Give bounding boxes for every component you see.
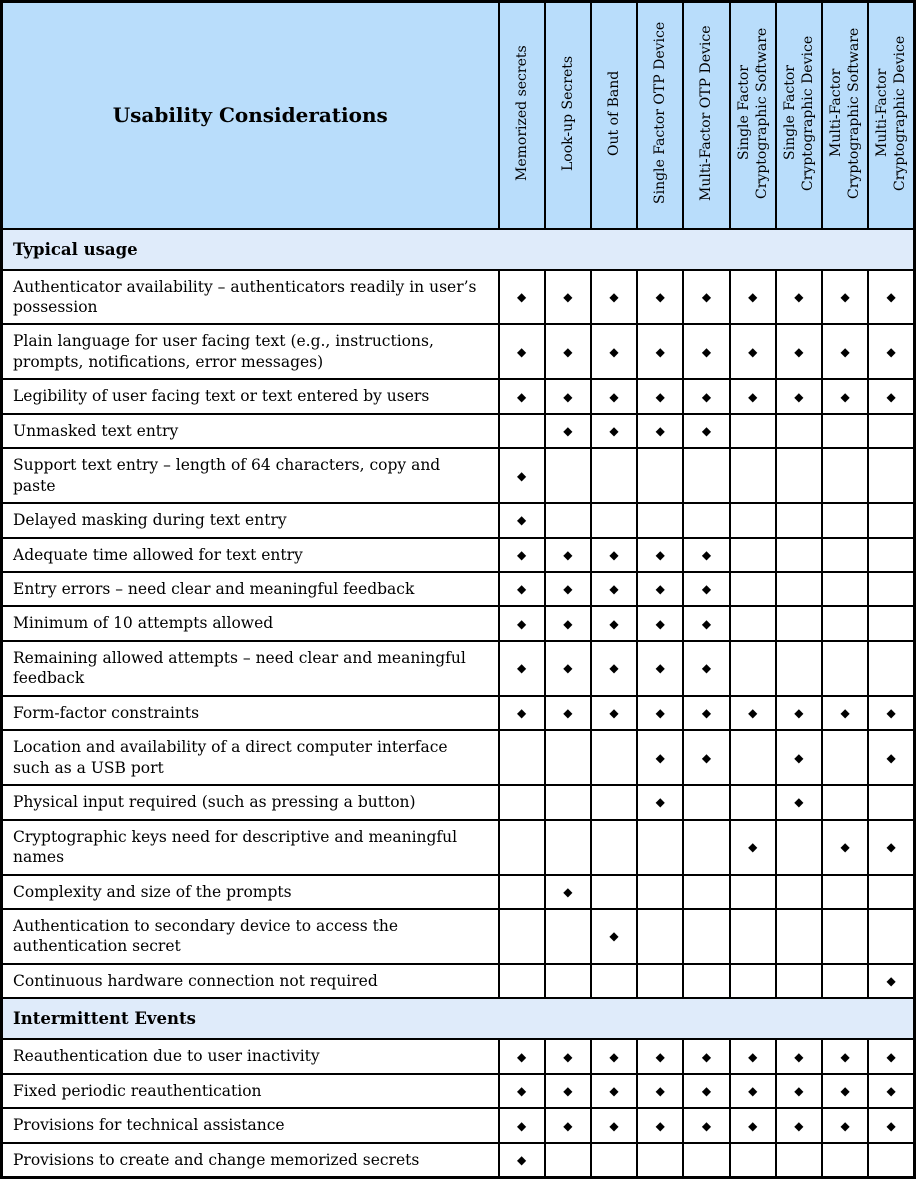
empty-cell [683,1143,729,1178]
diamond-mark: ◆ [637,696,683,730]
diamond-mark: ◆ [545,270,591,325]
diamond-mark: ◆ [730,820,776,875]
table-row [2,572,915,606]
diamond-mark: ◆ [637,379,683,413]
section-label: Typical usage [2,229,915,270]
diamond-mark: ◆ [591,606,637,640]
section-label: Intermittent Events [2,998,915,1039]
empty-cell [545,820,591,875]
empty-cell [637,448,683,503]
diamond-mark: ◆ [499,1039,545,1073]
row-label: Minimum of 10 attempts allowed [2,606,499,640]
empty-cell [637,909,683,964]
table-row [2,1143,915,1178]
empty-cell [730,785,776,819]
empty-cell [591,730,637,785]
diamond-mark: ◆ [637,730,683,785]
row-label: Physical input required (such as pressing a button) [2,785,499,819]
diamond-mark: ◆ [683,379,729,413]
empty-cell [868,641,914,696]
row-label: Fixed periodic reauthentication [2,1074,499,1108]
empty-cell [776,448,822,503]
column-header-label: Single Factor Cryptographic Software [735,27,770,199]
table-body [2,229,915,1178]
diamond-mark: ◆ [776,1108,822,1142]
empty-cell [776,606,822,640]
empty-cell [776,909,822,964]
diamond-mark: ◆ [868,820,914,875]
empty-cell [822,730,868,785]
diamond-mark: ◆ [499,324,545,379]
empty-cell [730,909,776,964]
empty-cell [730,1143,776,1178]
empty-cell [591,964,637,998]
diamond-mark: ◆ [683,641,729,696]
diamond-mark: ◆ [545,641,591,696]
empty-cell [683,875,729,909]
column-header-6 [776,2,822,229]
diamond-mark: ◆ [591,324,637,379]
empty-cell [868,414,914,448]
header-row [2,2,915,229]
empty-cell [822,909,868,964]
empty-cell [683,785,729,819]
diamond-mark: ◆ [683,270,729,325]
empty-cell [776,538,822,572]
diamond-mark: ◆ [499,448,545,503]
column-header-5 [730,2,776,229]
empty-cell [545,785,591,819]
diamond-mark: ◆ [868,964,914,998]
diamond-mark: ◆ [545,414,591,448]
table-row [2,379,915,413]
diamond-mark: ◆ [637,1108,683,1142]
row-label: Complexity and size of the prompts [2,875,499,909]
diamond-mark: ◆ [730,379,776,413]
empty-cell [591,503,637,537]
diamond-mark: ◆ [730,1039,776,1073]
empty-cell [776,1143,822,1178]
table-row [2,875,915,909]
diamond-mark: ◆ [822,270,868,325]
table-row [2,270,915,325]
diamond-mark: ◆ [868,270,914,325]
diamond-mark: ◆ [499,1108,545,1142]
empty-cell [730,414,776,448]
column-header-2 [591,2,637,229]
empty-cell [868,572,914,606]
empty-cell [683,448,729,503]
diamond-mark: ◆ [637,1039,683,1073]
diamond-mark: ◆ [868,1039,914,1073]
table-row [2,1074,915,1108]
column-header-label: Multi-Factor Cryptographic Software [827,27,863,199]
diamond-mark: ◆ [499,696,545,730]
diamond-mark: ◆ [637,785,683,819]
row-label: Cryptographic keys need for descriptive and meaningful names [2,820,499,875]
diamond-mark: ◆ [683,1074,729,1108]
table-row [2,641,915,696]
empty-cell [730,503,776,537]
empty-cell [822,538,868,572]
table-row [2,414,915,448]
diamond-mark: ◆ [591,1108,637,1142]
diamond-mark: ◆ [591,909,637,964]
row-label: Legibility of user facing text or text entered by users [2,379,499,413]
table-row [2,820,915,875]
empty-cell [499,785,545,819]
empty-cell [730,875,776,909]
diamond-mark: ◆ [683,572,729,606]
empty-cell [730,641,776,696]
diamond-mark: ◆ [822,1039,868,1073]
diamond-mark: ◆ [776,785,822,819]
table-header [2,2,915,229]
empty-cell [776,875,822,909]
empty-cell [730,572,776,606]
diamond-mark: ◆ [499,572,545,606]
column-header-label: Single Factor OTP Device [652,22,669,205]
diamond-mark: ◆ [591,641,637,696]
diamond-mark: ◆ [822,324,868,379]
table-row [2,785,915,819]
diamond-mark: ◆ [683,696,729,730]
diamond-mark: ◆ [637,606,683,640]
empty-cell [776,572,822,606]
row-label: Support text entry – length of 64 characters, copy and paste [2,448,499,503]
table-row [2,1039,915,1073]
empty-cell [683,820,729,875]
table-row [2,696,915,730]
diamond-mark: ◆ [499,538,545,572]
empty-cell [545,1143,591,1178]
diamond-mark: ◆ [637,572,683,606]
empty-cell [822,641,868,696]
empty-cell [730,448,776,503]
empty-cell [868,909,914,964]
diamond-mark: ◆ [499,379,545,413]
diamond-mark: ◆ [545,1039,591,1073]
table-title: Usability Considerations [2,2,499,229]
diamond-mark: ◆ [637,1074,683,1108]
empty-cell [822,503,868,537]
diamond-mark: ◆ [683,730,729,785]
empty-cell [683,964,729,998]
column-header-label: Memorized secrets [513,45,530,182]
diamond-mark: ◆ [591,270,637,325]
diamond-mark: ◆ [730,1074,776,1108]
diamond-mark: ◆ [730,1108,776,1142]
diamond-mark: ◆ [499,270,545,325]
empty-cell [776,414,822,448]
empty-cell [868,785,914,819]
empty-cell [545,503,591,537]
diamond-mark: ◆ [499,606,545,640]
empty-cell [591,785,637,819]
diamond-mark: ◆ [499,1143,545,1178]
empty-cell [499,875,545,909]
row-label: Remaining allowed attempts – need clear and meaningful feedback [2,641,499,696]
table-row [2,730,915,785]
diamond-mark: ◆ [822,696,868,730]
diamond-mark: ◆ [822,820,868,875]
diamond-mark: ◆ [499,641,545,696]
row-label: Authentication to secondary device to access the authentication secret [2,909,499,964]
empty-cell [545,730,591,785]
diamond-mark: ◆ [868,379,914,413]
row-label: Location and availability of a direct computer interface such as a USB port [2,730,499,785]
diamond-mark: ◆ [776,1039,822,1073]
empty-cell [868,875,914,909]
column-header-label: Single Factor Cryptographic Device [781,35,816,191]
empty-cell [868,538,914,572]
empty-cell [545,964,591,998]
row-label: Provisions to create and change memorized secrets [2,1143,499,1178]
diamond-mark: ◆ [868,1108,914,1142]
column-header-7 [822,2,868,229]
empty-cell [822,606,868,640]
section-row [2,229,915,270]
empty-cell [591,820,637,875]
empty-cell [868,606,914,640]
empty-cell [637,503,683,537]
empty-cell [545,448,591,503]
diamond-mark: ◆ [683,606,729,640]
diamond-mark: ◆ [730,696,776,730]
diamond-mark: ◆ [683,1108,729,1142]
diamond-mark: ◆ [545,572,591,606]
empty-cell [637,875,683,909]
empty-cell [499,730,545,785]
row-label: Form-factor constraints [2,696,499,730]
diamond-mark: ◆ [591,1039,637,1073]
diamond-mark: ◆ [591,572,637,606]
diamond-mark: ◆ [545,696,591,730]
empty-cell [683,909,729,964]
row-label: Continuous hardware connection not required [2,964,499,998]
diamond-mark: ◆ [637,414,683,448]
empty-cell [822,572,868,606]
diamond-mark: ◆ [868,324,914,379]
row-label: Entry errors – need clear and meaningful feedback [2,572,499,606]
empty-cell [591,448,637,503]
row-label: Plain language for user facing text (e.g., instructions, prompts, notifications, error messages) [2,324,499,379]
empty-cell [499,820,545,875]
diamond-mark: ◆ [545,875,591,909]
diamond-mark: ◆ [591,414,637,448]
diamond-mark: ◆ [822,1074,868,1108]
empty-cell [822,964,868,998]
diamond-mark: ◆ [545,1074,591,1108]
empty-cell [637,820,683,875]
empty-cell [730,730,776,785]
empty-cell [499,909,545,964]
diamond-mark: ◆ [776,696,822,730]
diamond-mark: ◆ [499,503,545,537]
diamond-mark: ◆ [776,730,822,785]
diamond-mark: ◆ [683,414,729,448]
diamond-mark: ◆ [591,696,637,730]
column-header-3 [637,2,683,229]
column-header-label: Out of Band [605,70,622,156]
diamond-mark: ◆ [545,606,591,640]
empty-cell [776,820,822,875]
empty-cell [683,503,729,537]
empty-cell [822,414,868,448]
diamond-mark: ◆ [591,1074,637,1108]
diamond-mark: ◆ [499,1074,545,1108]
diamond-mark: ◆ [637,324,683,379]
table-row [2,909,915,964]
diamond-mark: ◆ [730,270,776,325]
table-row [2,606,915,640]
diamond-mark: ◆ [868,1074,914,1108]
diamond-mark: ◆ [776,270,822,325]
diamond-mark: ◆ [683,324,729,379]
diamond-mark: ◆ [591,538,637,572]
row-label: Provisions for technical assistance [2,1108,499,1142]
empty-cell [545,909,591,964]
diamond-mark: ◆ [776,1074,822,1108]
empty-cell [776,503,822,537]
empty-cell [822,785,868,819]
empty-cell [499,414,545,448]
diamond-mark: ◆ [545,324,591,379]
diamond-mark: ◆ [868,696,914,730]
empty-cell [868,503,914,537]
table-row [2,448,915,503]
empty-cell [499,964,545,998]
row-label: Authenticator availability – authenticators readily in user’s possession [2,270,499,325]
column-header-4 [683,2,729,229]
diamond-mark: ◆ [822,1108,868,1142]
empty-cell [730,964,776,998]
diamond-mark: ◆ [868,730,914,785]
diamond-mark: ◆ [545,1108,591,1142]
table-row [2,1108,915,1142]
column-header-0 [499,2,545,229]
table-row [2,324,915,379]
column-header-8 [868,2,914,229]
diamond-mark: ◆ [591,379,637,413]
empty-cell [591,1143,637,1178]
empty-cell [730,606,776,640]
empty-cell [776,641,822,696]
diamond-mark: ◆ [637,538,683,572]
diamond-mark: ◆ [683,1039,729,1073]
section-row [2,998,915,1039]
empty-cell [730,538,776,572]
diamond-mark: ◆ [776,379,822,413]
row-label: Adequate time allowed for text entry [2,538,499,572]
column-header-label: Look-up Secrets [559,55,576,171]
diamond-mark: ◆ [776,324,822,379]
table-row [2,503,915,537]
empty-cell [822,448,868,503]
diamond-mark: ◆ [545,538,591,572]
diamond-mark: ◆ [822,379,868,413]
diamond-mark: ◆ [545,379,591,413]
empty-cell [637,964,683,998]
empty-cell [868,1143,914,1178]
empty-cell [637,1143,683,1178]
table-row [2,538,915,572]
column-header-label: Multi-Factor Cryptographic Device [873,35,909,191]
empty-cell [591,875,637,909]
empty-cell [822,1143,868,1178]
column-header-1 [545,2,591,229]
empty-cell [776,964,822,998]
diamond-mark: ◆ [637,641,683,696]
table-row [2,964,915,998]
row-label: Delayed masking during text entry [2,503,499,537]
empty-cell [822,875,868,909]
diamond-mark: ◆ [730,324,776,379]
diamond-mark: ◆ [683,538,729,572]
diamond-mark: ◆ [637,270,683,325]
empty-cell [868,448,914,503]
row-label: Reauthentication due to user inactivity [2,1039,499,1073]
row-label: Unmasked text entry [2,414,499,448]
column-header-label: Multi-Factor OTP Device [698,25,715,202]
